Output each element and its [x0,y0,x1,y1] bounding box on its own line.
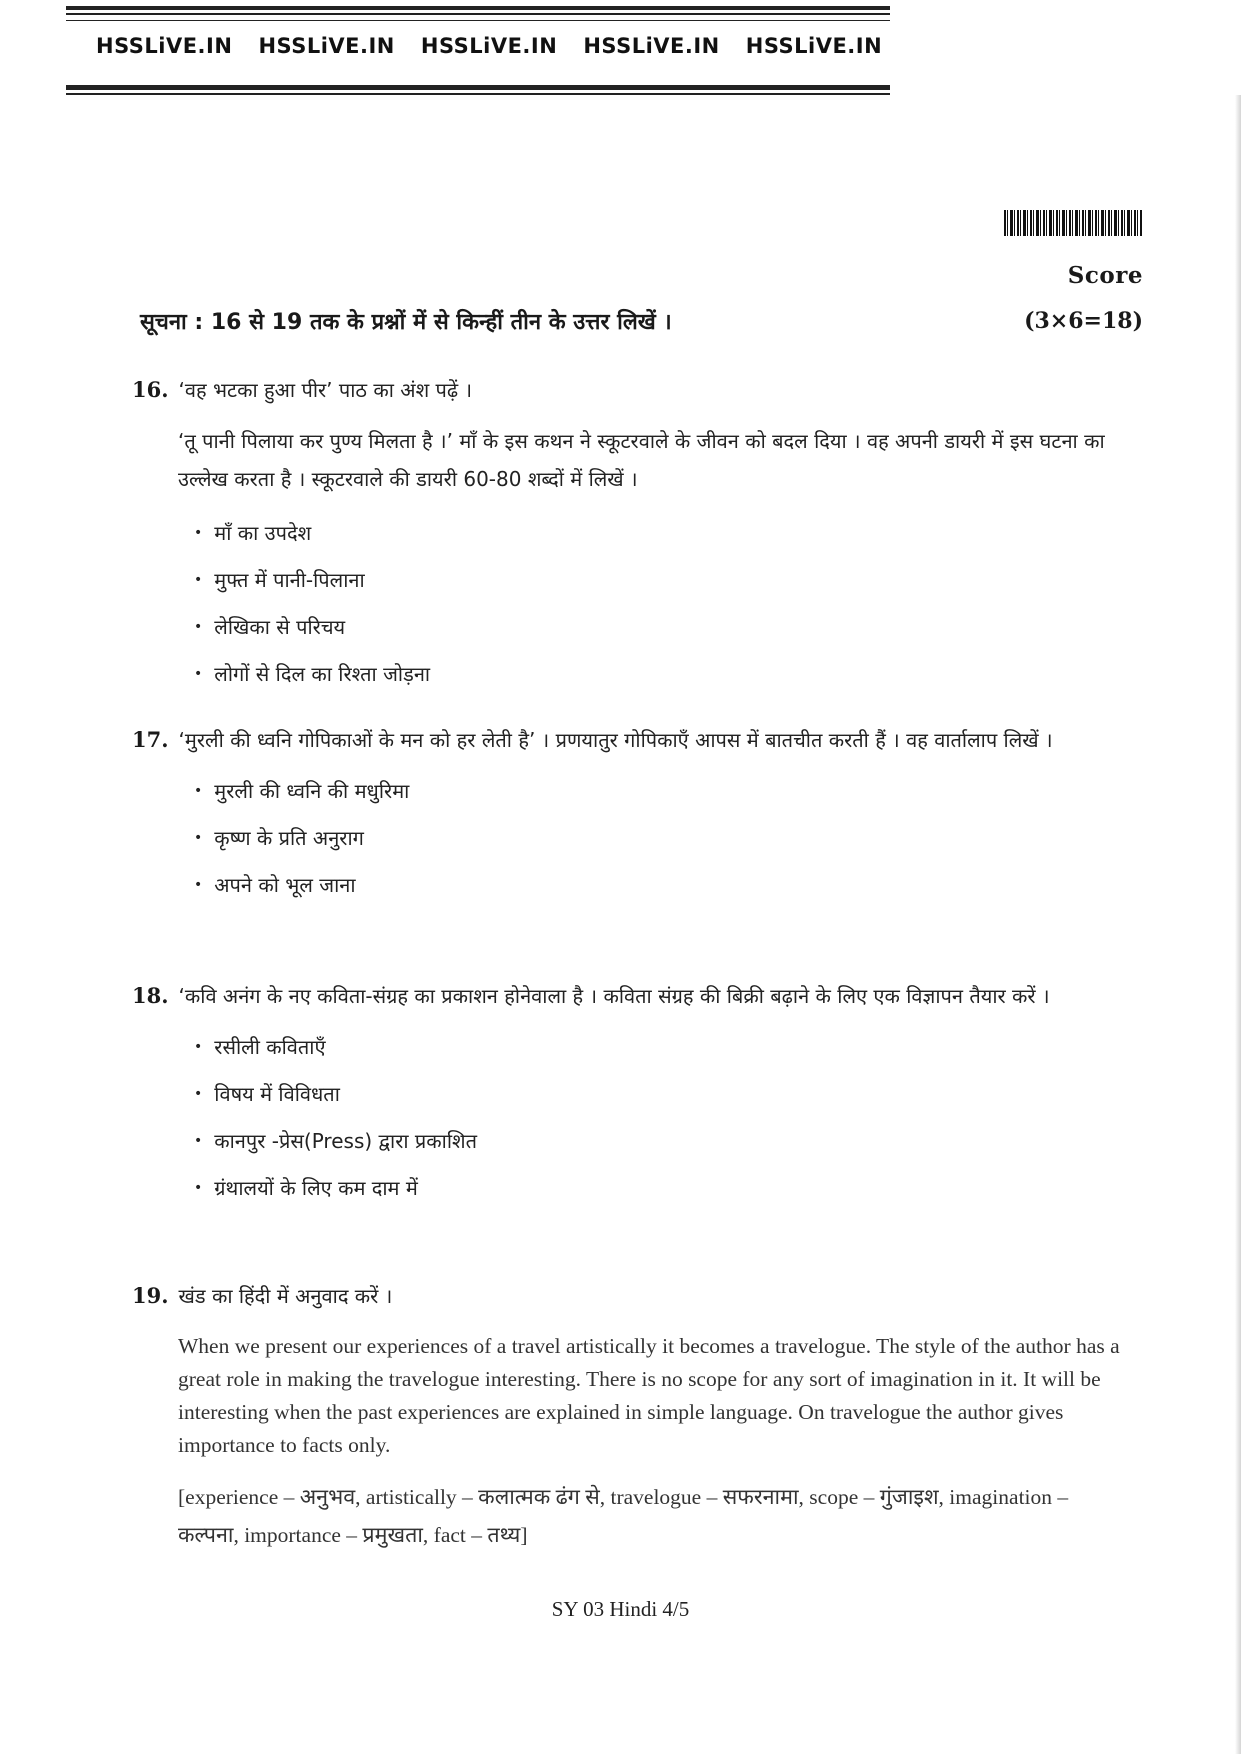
question-number: 17. [132,727,169,752]
question-number: 19. [132,1283,169,1308]
list-item: • कानपुर -प्रेस(Press) द्वारा प्रकाशित [194,1118,1122,1165]
question-text: ‘मुरली की ध्वनि गोपिकाओं के मन को हर लेती है’ । प्रणयातुर गोपिकाएँ आपस में बातचीत करती हैं । वह वार्तालाप लिखें । [178,728,1053,752]
banner-site-links [96,34,882,58]
bullet-icon: • [194,666,203,682]
site-link[interactable]: HSSLiVE.IN [96,34,233,58]
scan-edge-shadow [1235,95,1241,1754]
bullet-icon: • [194,1133,203,1149]
list-item: • विषय में विविधता [194,1071,1122,1118]
bullet-icon: • [194,830,203,846]
bullet-icon: • [194,619,203,635]
list-item: • मुरली की ध्वनि की मधुरिमा [194,768,1122,815]
glossary: [experience – अनुभव, artistically – कलात्मक ढंग से, travelogue – सफरनामा, scope – गुंजाइश, imagination – कल्पना, importance – प्रमुखता, fact – तथ्य] [178,1485,1069,1547]
question-16 [132,374,1122,698]
banner-rule [66,20,890,21]
banner-rule [66,6,890,10]
question-paragraph: ‘तू पानी पिलाया कर पुण्य मिलता है ।’ माँ के इस कथन ने स्कूटरवाले के जीवन को बदल दिया । वह अपनी डायरी में इस घटना का उल्लेख करता है । स्कूटरवाले की डायरी 60-80 शब्दों में लिखें । [178,429,1105,491]
question-18 [132,980,1122,1212]
bullet-icon: • [194,1180,203,1196]
bullet-icon: • [194,572,203,588]
list-item: • मुफ्त में पानी-पिलाना [194,557,1122,604]
list-item: • लेखिका से परिचय [194,604,1122,651]
bullet-icon: • [194,1039,203,1055]
instruction-text: सूचना : 16 से 19 तक के प्रश्नों में से किन्हीं तीन के उत्तर लिखें । [140,310,672,335]
hint-list [194,768,1122,909]
header-banner [66,0,890,100]
score-label: Score [1067,262,1143,289]
site-link[interactable]: HSSLiVE.IN [258,34,395,58]
list-item: • रसीली कविताएँ [194,1024,1122,1071]
barcode-icon [1004,210,1142,236]
question-text: खंड का हिंदी में अनुवाद करें । [178,1284,393,1308]
hint-list [194,510,1122,698]
site-link[interactable]: HSSLiVE.IN [745,34,883,58]
list-item: • अपने को भूल जाना [194,862,1122,909]
bullet-icon: • [194,1086,203,1102]
question-text: ‘वह भटका हुआ पीर’ पाठ का अंश पढ़ें । [178,378,473,402]
banner-rule [66,13,890,15]
site-link[interactable]: HSSLiVE.IN [420,34,558,58]
score-value: (3×6=18) [1024,308,1143,334]
translation-passage: When we present our experiences of a travel artistically it becomes a travelogue. The style of the author has a great role in making the travelogue interesting. There is no scope for any sort of imagination in it. It will be interesting when the past experiences are explained in simple language. On travelogue the author gives importance to facts only. [178,1334,1120,1457]
question-19 [132,1280,1122,1554]
question-number: 16. [132,377,169,402]
bullet-icon: • [194,783,203,799]
list-item: • ग्रंथालयों के लिए कम दाम में [194,1165,1122,1212]
banner-rule [66,85,890,90]
list-item: • कृष्ण के प्रति अनुराग [194,815,1122,862]
list-item: • माँ का उपदेश [194,510,1122,557]
question-number: 18. [132,983,169,1008]
site-link[interactable]: HSSLiVE.IN [583,34,720,58]
page-footer-code: SY 03 Hindi 4/5 [551,1597,690,1621]
question-text: ‘कवि अनंग के नए कविता-संग्रह का प्रकाशन होनेवाला है । कविता संग्रह की बिक्री बढ़ाने के लिए एक विज्ञापन तैयार करें । [178,984,1050,1008]
bullet-icon: • [194,525,203,541]
list-item: • लोगों से दिल का रिश्ता जोड़ना [194,651,1122,698]
banner-rule [66,93,890,95]
question-17 [132,724,1122,909]
hint-list [194,1024,1122,1212]
bullet-icon: • [194,877,203,893]
